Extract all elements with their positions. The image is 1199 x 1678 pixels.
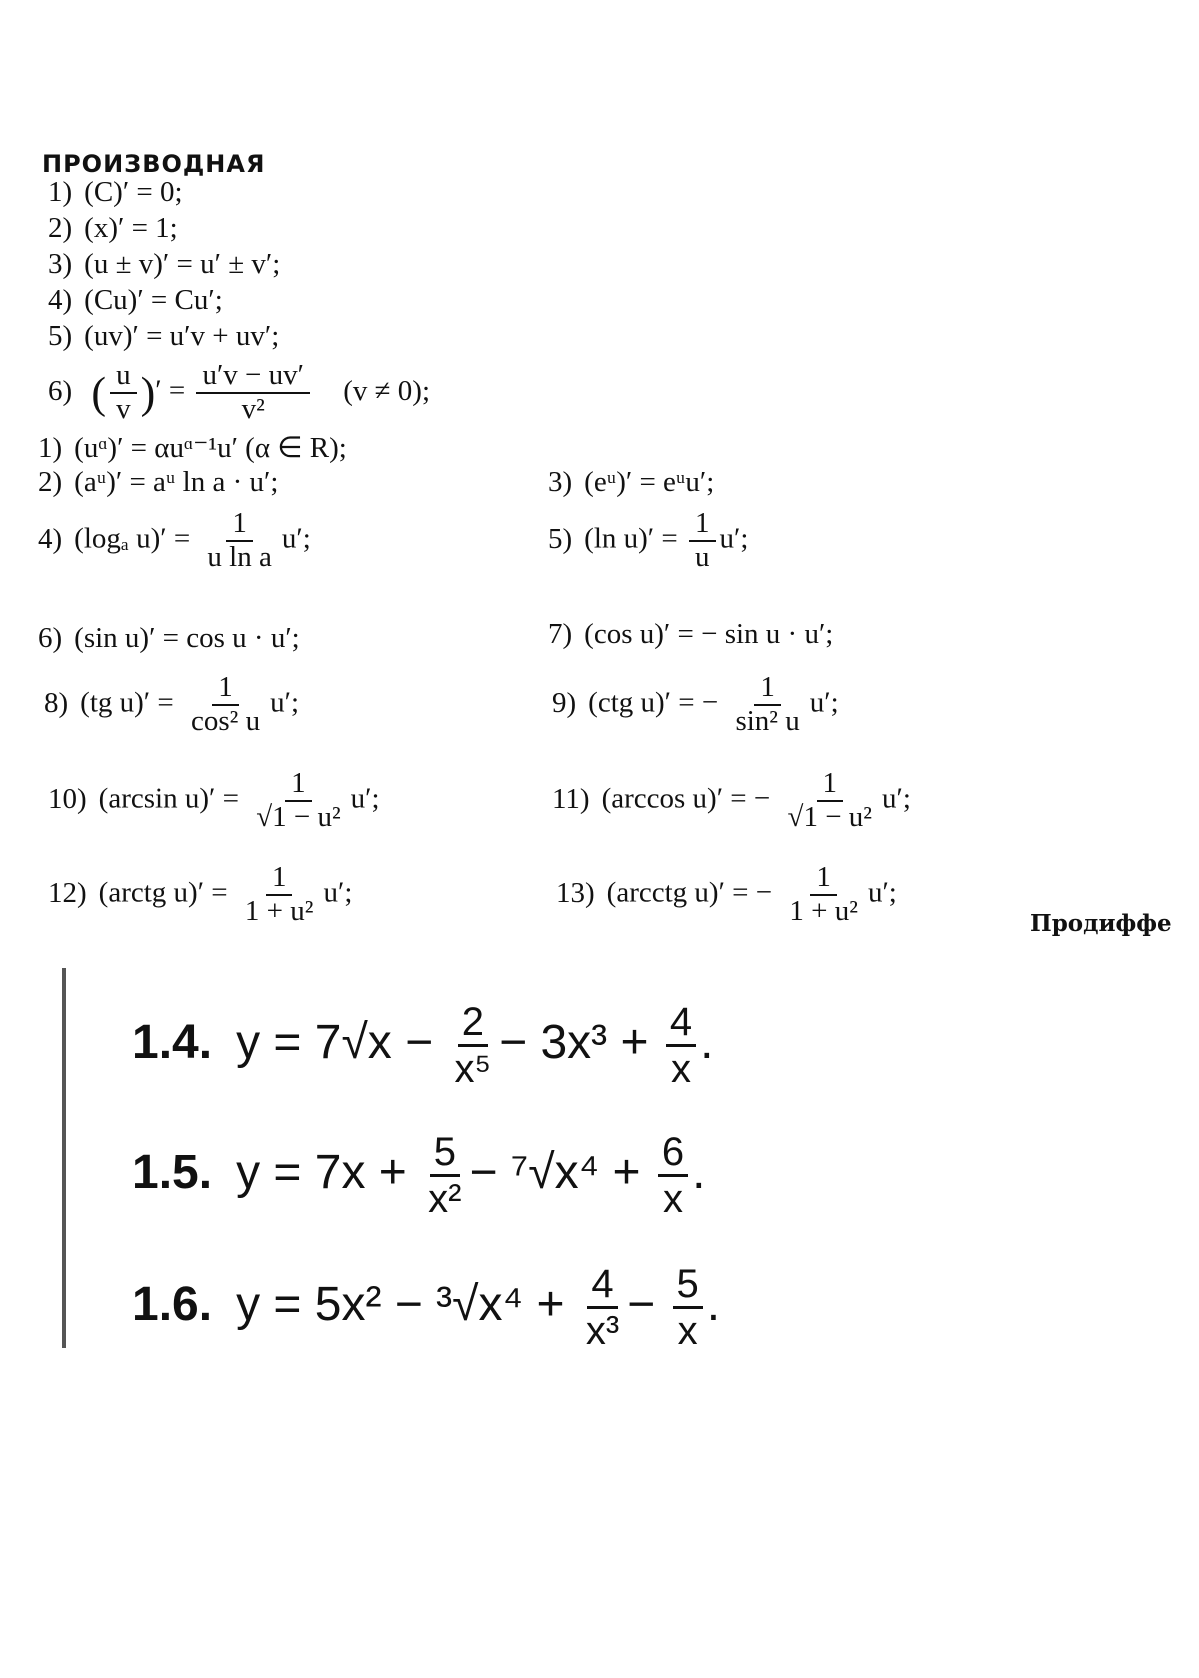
rule-tail: u′;	[809, 686, 839, 719]
table-row-11	[552, 768, 911, 834]
numerator: 4	[666, 1000, 696, 1047]
rule-number: 6)	[38, 622, 63, 654]
fraction	[729, 672, 805, 738]
numerator: u′v − uv′	[196, 360, 310, 394]
denominator: x³	[585, 1309, 620, 1353]
denominator: 1 + u²	[244, 894, 314, 927]
denominator: u	[695, 540, 710, 573]
denominator: v	[116, 392, 131, 425]
rule-number: 3)	[548, 466, 573, 498]
denominator: √1 − u²	[256, 800, 341, 833]
exercise-1-5	[132, 1130, 706, 1221]
table-row-5	[548, 508, 748, 574]
rule-tail: u′;	[867, 876, 897, 909]
rule-text: (aᵘ)′ = aᵘ ln a · u′;	[74, 466, 279, 498]
rule-number: 12)	[48, 876, 87, 909]
expr-part: −	[627, 1278, 656, 1332]
expr-part: .	[706, 1278, 721, 1332]
numerator: 1	[226, 508, 253, 542]
numerator: u	[110, 360, 137, 394]
expr-part: y = 5x² − ³√x⁴ +	[236, 1278, 565, 1332]
rule-lhs: (arccos u)′ = −	[601, 782, 771, 815]
rule-number: 2)	[38, 466, 63, 498]
table-row-13	[556, 862, 897, 928]
numerator: 1	[266, 862, 293, 896]
rule-number: 1)	[48, 176, 73, 208]
rule-lhs: (arctg u)′ =	[98, 876, 228, 909]
table-row-8	[44, 672, 299, 738]
numerator: 1	[689, 508, 716, 542]
rule-number: 4)	[48, 284, 73, 316]
watermark-text: Продиффе	[1030, 910, 1172, 937]
expr-part: .	[700, 1016, 714, 1070]
rule-tail: u′;	[281, 522, 311, 555]
rule-text: (eᵘ)′ = eᵘu′;	[584, 466, 715, 498]
rule-2	[48, 212, 178, 245]
expr-part: y = 7√x −	[236, 1016, 434, 1070]
rule-number: 9)	[552, 686, 577, 719]
rule-tail: u′;	[719, 522, 749, 555]
rule-3	[48, 248, 280, 281]
rule-tail: u′;	[350, 782, 380, 815]
rule-text: (Cu)′ = Cu′;	[84, 284, 223, 316]
numerator: 1	[810, 862, 837, 896]
fraction	[201, 508, 277, 574]
rule-text: (sin u)′ = cos u · u′;	[74, 622, 300, 654]
numerator: 5	[430, 1130, 460, 1177]
rule-number: 11)	[552, 782, 590, 815]
denominator: √1 − u²	[787, 800, 872, 833]
close-paren: )	[140, 368, 156, 418]
table-row-2	[38, 466, 278, 499]
rule-4	[48, 284, 223, 317]
fraction	[658, 1130, 688, 1221]
rule-text: (cos u)′ = − sin u · u′;	[584, 618, 834, 650]
denominator: x	[663, 1177, 684, 1221]
denominator: x⁵	[454, 1047, 492, 1091]
table-row-1	[38, 430, 347, 465]
rule-text: (u ± v)′ = u′ ± v′;	[84, 248, 281, 280]
numerator: 1	[754, 672, 781, 706]
table-row-9	[552, 672, 839, 738]
rule-tail: u′;	[882, 782, 911, 815]
rule-number: 5)	[548, 522, 573, 555]
rule-6: 6) ( $\frac{u}{v}$ )′ = $\frac{u'v - uv'}{\text{v²}}$ (v ≠ 0);	[48, 359, 431, 425]
table-row-7	[548, 618, 833, 651]
left-divider	[62, 968, 66, 1348]
expr-part: − ⁷√x⁴ +	[469, 1146, 641, 1200]
fraction	[239, 862, 320, 928]
exercise-1-4	[132, 1000, 713, 1091]
exercise-label: 1.6.	[132, 1278, 213, 1332]
fraction	[196, 360, 310, 426]
rule-1	[48, 176, 183, 209]
rule-tail: u′;	[323, 876, 353, 909]
fraction	[673, 1262, 703, 1353]
rule-lhs: (arcsin u)′ =	[98, 782, 239, 815]
rule-text: (uv)′ = u′v + uv′;	[84, 320, 280, 352]
table-row-12	[48, 862, 352, 928]
fraction	[782, 768, 878, 834]
condition: (v ≠ 0);	[343, 374, 431, 407]
table-row-3	[548, 466, 714, 499]
rule-text: (x)′ = 1;	[84, 212, 178, 244]
numerator: 1	[817, 768, 844, 802]
rule-number: 7)	[548, 618, 573, 650]
denominator: x	[677, 1309, 698, 1353]
rule-number: 2)	[48, 212, 73, 244]
expr-part: − 3x³ +	[499, 1016, 649, 1070]
denominator: 1 + u²	[789, 894, 858, 927]
fraction	[110, 360, 137, 426]
rule-text: (uᵅ)′ = αuᵅ⁻¹u′ (α ∈ R);	[74, 432, 347, 464]
rule-text: (C)′ = 0;	[84, 176, 183, 208]
fraction	[424, 1130, 465, 1221]
rule-number: 8)	[44, 686, 69, 719]
open-paren: (	[91, 368, 107, 418]
rule-number: 6)	[48, 374, 73, 407]
expr-part: .	[692, 1146, 706, 1200]
denominator: u ln a	[207, 540, 272, 573]
fraction	[783, 862, 864, 928]
numerator: 6	[658, 1130, 688, 1177]
expr-part: y = 7x +	[236, 1146, 407, 1200]
rule-number: 5)	[48, 320, 73, 352]
exercise-1-6	[132, 1262, 720, 1353]
rule-lhs: (logₐ u)′ =	[74, 522, 191, 555]
fraction	[582, 1262, 623, 1353]
page-title: ПРОИЗВОДНАЯ	[42, 150, 266, 178]
rule-tail: u′;	[270, 686, 300, 719]
denominator: cos² u	[191, 704, 261, 737]
rule-lhs: (ctg u)′ = −	[588, 686, 719, 719]
exercise-label: 1.4.	[132, 1016, 213, 1070]
numerator: 4	[587, 1262, 617, 1309]
rule-lhs: (ln u)′ =	[584, 522, 678, 555]
numerator: 1	[212, 672, 239, 706]
denominator: x²	[428, 1177, 462, 1221]
fraction	[689, 508, 716, 574]
rule-lhs: (tg u)′ =	[80, 686, 174, 719]
rule-5	[48, 320, 279, 353]
fraction	[451, 1000, 496, 1091]
numerator: 5	[673, 1262, 703, 1309]
denominator: sin² u	[735, 704, 800, 737]
fraction	[185, 672, 266, 738]
fraction	[666, 1000, 696, 1091]
rule-number: 1)	[38, 432, 63, 464]
fraction	[250, 768, 346, 834]
numerator: 2	[458, 1000, 488, 1047]
rule-number: 4)	[38, 522, 63, 555]
rule-number: 10)	[48, 782, 87, 815]
table-row-4	[38, 508, 311, 574]
exercise-label: 1.5.	[132, 1146, 213, 1200]
rule-number: 13)	[556, 876, 595, 909]
denominator: v²	[241, 392, 265, 425]
table-row-10	[48, 768, 380, 834]
rule-number: 3)	[48, 248, 73, 280]
numerator: 1	[285, 768, 312, 802]
rule-lhs: (arcctg u)′ = −	[606, 876, 773, 909]
denominator: x	[671, 1047, 691, 1091]
table-row-6	[38, 622, 300, 655]
